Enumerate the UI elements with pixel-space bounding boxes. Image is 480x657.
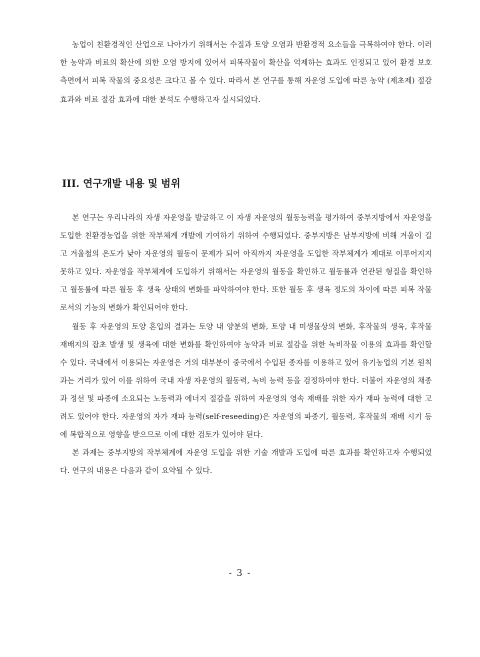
intro-section [60, 36, 432, 109]
body-paragraph-2: 월동 후 자운영의 토양 혼입의 결과는 토양 내 양분의 변화, 토양 내 미생물상의 변화, 후작물의 생육, 후작물 재배지의 잡초 발생 및 생육에 대한 변화를 확인하여야 농약과 비료 절감을 위한 녹비작물 이용의 효과를 확인할 수 있다. 국내에서 이용되는 자운영은 거의 대부분이 중국에서 수입된 종자를 이용하고 있어 유기농업의 기본 원칙과는 거리가 있어 이를 위하여 국내 자생 자운영의 월동력, 녹비 능력 등을 검정하여야 한다. 더불어 자운영의 채종과 정선 및 파종에 소요되는 노동력과 에너지 절감을 위하여 자운영의 영속 재배를 위한 자가 재파 능력에 대한 고려도 있어야 한다. 자운영의 자가 재파 능력(self-reseeding)은 자운영의 파종기, 월동력, 후작물의 재배 시기 등에 복합적으로 영향을 받으므로 이에 대한 검토가 있어야 된다. [60, 321, 432, 440]
section-body [60, 209, 432, 480]
intro-paragraph: 농업이 친환경적인 산업으로 나아가기 위해서는 수질과 토양 오염과 반환경적 요소들을 극복하여야 한다. 이러한 농약과 비료의 확산에 의한 오염 방지에 있어서 피복작물이 확산을 억제하는 효과도 인정되고 있어 환경 보호 측면에서 피복 작물의 중요성은 크다고 볼 수 있다. 따라서 본 연구를 통해 자운영 도입에 따른 농약 (제초제) 절감 효과와 비료 절감 효과에 대한 분석도 수행하고자 실시되었다. [60, 40, 432, 104]
body-paragraph-3: 본 과제는 중부지방의 작부체계에 자운영 도입을 위한 기술 개발과 도입에 따른 효과를 확인하고자 수행되었다. 연구의 내용은 다음과 같이 요약될 수 있다. [60, 448, 432, 476]
body-paragraph-1: 본 연구는 우리나라의 자생 자운영을 발굴하고 이 자생 자운영의 월동능력을 평가하여 중부지방에서 자운영을 도입한 친환경농업을 위한 작부체계 개발에 기여하기 위하여 수행되었다. 중부지방은 남부지방에 비해 겨울이 길고 겨울철의 온도가 낮아 자운영의 월동이 문제가 되어 아직까지 자운영을 도입한 작부체계가 제대로 이루어지지 못하고 있다. 자운영을 작부체계에 도입하기 위해서는 자운영의 월동을 확인하고 월동률과 연관된 형질을 확인하고 월동률에 따른 월동 후 생육 상태의 변화를 파악하여야 한다. 또한 월동 후 생육 정도의 차이에 따른 피복 작물로서의 기능의 변화가 확인되어야 한다. [60, 213, 432, 313]
page-number: - 3 - [228, 569, 252, 579]
section-heading: III. 연구개발 내용 및 범위 [62, 179, 181, 190]
